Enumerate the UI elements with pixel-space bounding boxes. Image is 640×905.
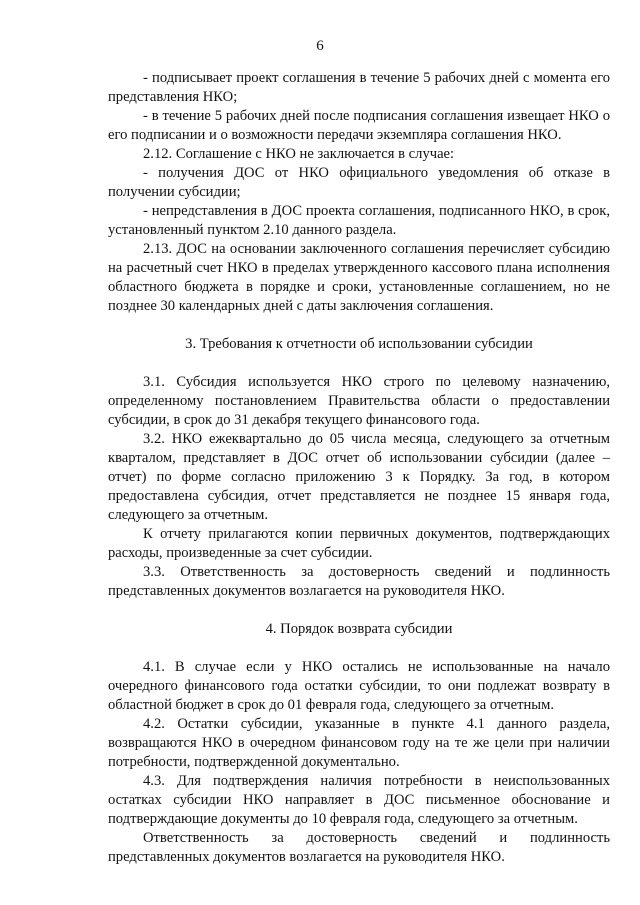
document-body	[108, 69, 610, 867]
paragraph: К отчету прилагаются копии первичных документов, подтверждающих расходы, произведенные за счет субсидии.	[108, 526, 610, 561]
paragraph: - непредставления в ДОС проекта соглашения, подписанного НКО, в срок, установленный пунктом 2.10 данного раздела.	[108, 203, 610, 238]
paragraph: 4.1. В случае если у НКО остались не использованные на начало очередного финансового года остатки субсидии, то они подлежат возврату в областной бюджет в срок до 01 февраля года, следующего за отчетным.	[108, 659, 610, 713]
paragraph: 2.12. Соглашение с НКО не заключается в случае:	[143, 146, 455, 162]
page-number: 6	[316, 38, 324, 54]
section-heading: 3. Требования к отчетности об использовании субсидии	[185, 336, 533, 352]
paragraph: 4.3. Для подтверждения наличия потребности в неиспользованных остатках субсидии НКО направляет в ДОС письменное обоснование и подтверждающие документы до 10 февраля года, следующего за отчетным.	[108, 773, 610, 827]
paragraph: 3.2. НКО ежеквартально до 05 числа месяца, следующего за отчетным кварталом, представляет в ДОС отчет об использовании субсидии (далее – отчет) по форме согласно приложению 3 к Порядку. За год, в котором предоставлена субсидия, отчет представляется не позднее 15 января года, следующего за отчетным.	[108, 431, 610, 523]
paragraph: 4.2. Остатки субсидии, указанные в пункте 4.1 данного раздела, возвращаются НКО в очередном финансовом году на те же цели при наличии потребности, подтвержденной документально.	[108, 716, 610, 770]
section-heading: 4. Порядок возврата субсидии	[265, 621, 453, 637]
paragraph: 3.3. Ответственность за достоверность сведений и подлинность представленных документов возлагается на руководителя НКО.	[108, 564, 610, 599]
paragraph: - получения ДОС от НКО официального уведомления об отказе в получении субсидии;	[108, 165, 610, 200]
paragraph: 2.13. ДОС на основании заключенного соглашения перечисляет субсидию на расчетный счет НКО в пределах утвержденного кассового плана исполнения областного бюджета в порядке и сроки, установленные соглашением, но не позднее 30 календарных дней с даты заключения соглашения.	[108, 241, 610, 314]
paragraph: Ответственность за достоверность сведений и подлинность представленных документов возлагается на руководителя НКО.	[108, 830, 610, 865]
paragraph: 3.1. Субсидия используется НКО строго по целевому назначению, определенному постановлением Правительства области о предоставлении субсидии, в срок до 31 декабря текущего финансового года.	[108, 374, 610, 428]
paragraph: - подписывает проект соглашения в течение 5 рабочих дней с момента его представления НКО;	[108, 70, 610, 105]
paragraph: - в течение 5 рабочих дней после подписания соглашения извещает НКО о его подписании и о возможности передачи экземпляра соглашения НКО.	[108, 108, 610, 143]
